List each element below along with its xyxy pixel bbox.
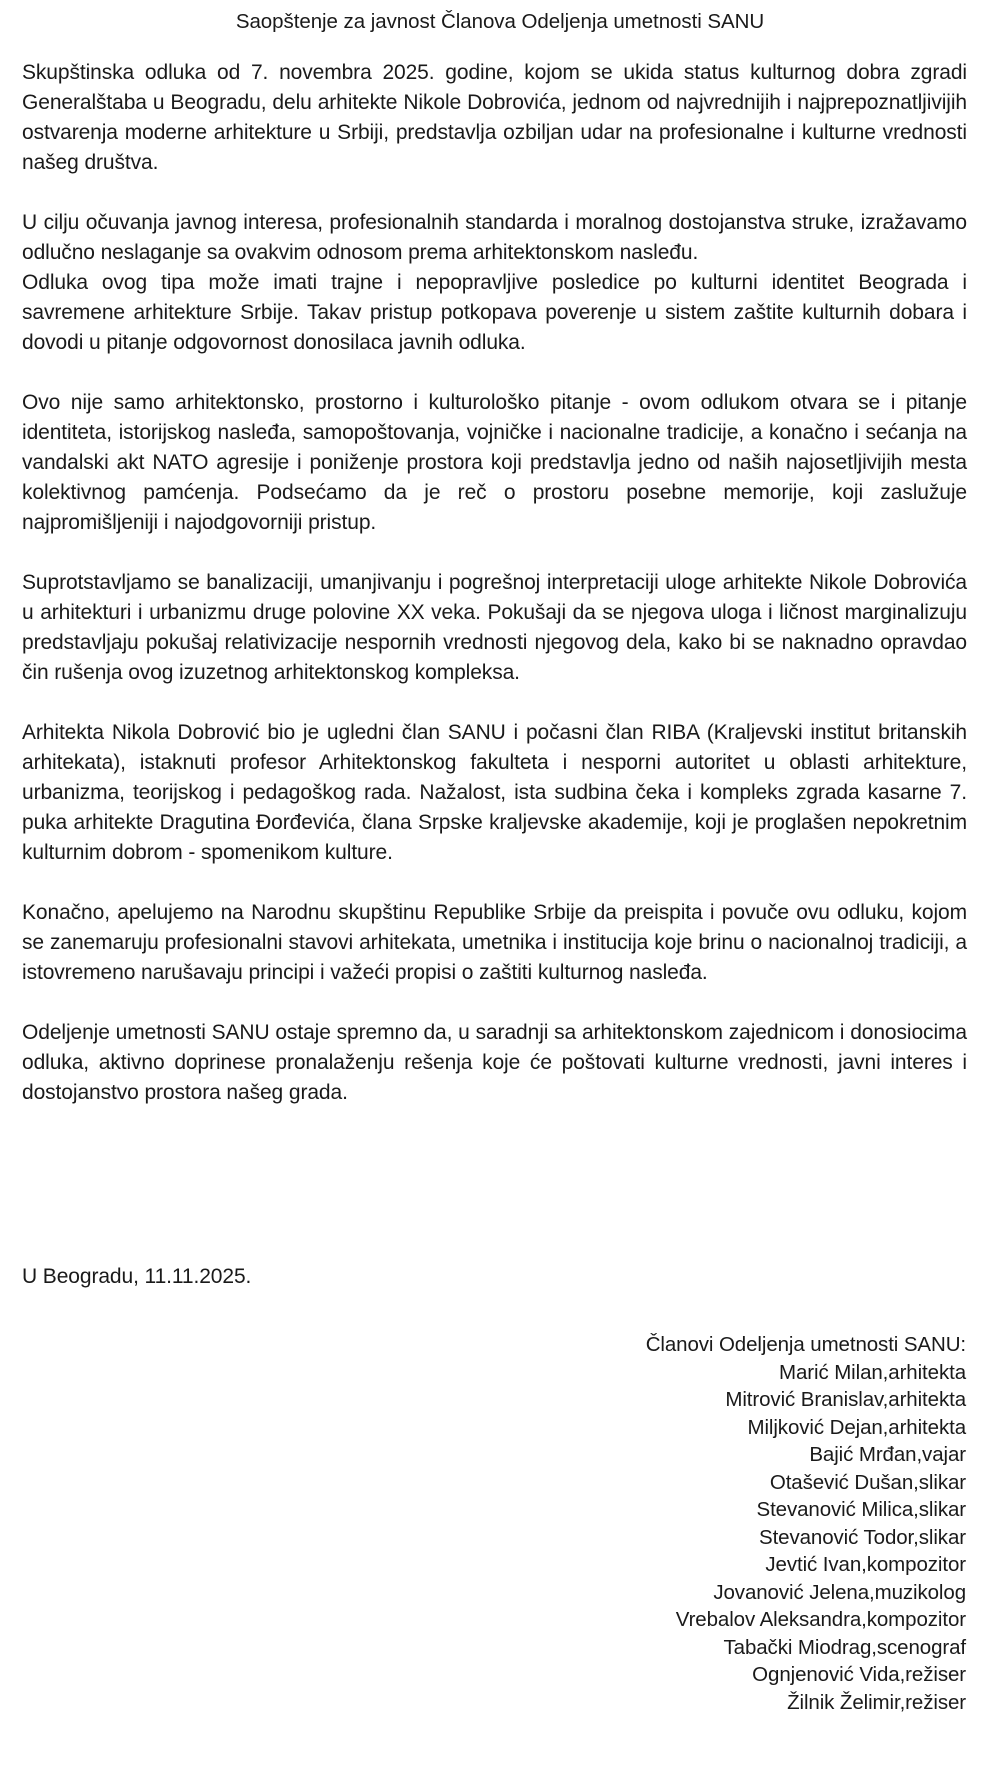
- paragraph-2-line-b: Odluka ovog tipa može imati trajne i nepopravljive posledice po kulturni identitet Beograda i savremene arhitekture Srbije. Takav pristup potkopava poverenje u sistem zaštite kulturnih dobara i dovodi u pitanje odgovornost donosilaca javnih odluka.: [22, 271, 967, 354]
- signatory-row: Marić Milan,arhitekta: [778, 1360, 966, 1384]
- signatory-row: Vrebalov Aleksandra,kompozitor: [675, 1608, 966, 1631]
- page-title: Saopštenje za javnost Članova Odeljenja umetnosti SANU: [235, 10, 765, 33]
- signatory-row: Mitrović Branislav,arhitekta: [725, 1388, 966, 1411]
- paragraph-3: Ovo nije samo arhitektonsko, prostorno i kulturološko pitanje - ovom odlukom otvara se i pitanje identiteta, istorijskog nasleđa, samopoštovanja, vojničke i nacionalne tradicije, a konačno i sećanja na vandalski akt NATO agresije i poniženje prostora koji predstavlja jedno od naših najosetljivijih mesta kolektivnog pamćenja. Podsećamo da je reč o prostoru posebne memorije, koji zaslužuje najpromišljeniji i najodgovorniji pristup.: [22, 391, 967, 534]
- paragraph-2: [22, 208, 967, 358]
- signatory-row: Stevanović Todor,slikar: [759, 1525, 966, 1549]
- signatories-list: [346, 1359, 966, 1717]
- signatory-row: Miljković Dejan,arhitekta: [747, 1415, 966, 1439]
- signatory-row: Ognjenović Vida,režiser: [752, 1663, 966, 1686]
- paragraph-1: Skupštinska odluka od 7. novembra 2025. godine, kojom se ukida status kulturnog dobra zgradi Generalštaba u Beogradu, delu arhitekte Nikole Dobrovića, jednom od najvrednijih i najprepoznatljivijih ostvarenja moderne arhitekture u Srbiji, predstavlja ozbiljan udar na profesionalne i kulturne vrednosti našeg društva.: [22, 61, 967, 174]
- signatory-row: Tabački Miodrag,scenograf: [723, 1635, 966, 1659]
- paragraph-4: Suprotstavljamo se banalizaciji, umanjivanju i pogrešnoj interpretaciji uloge arhitekte Nikole Dobrovića u arhitekturi i urbanizmu druge polovine XX veka. Pokušaji da se njegova uloga i ličnost marginalizuju predstavljaju pokušaj relativizacije nespornih vrednosti njegovog dela, kako bi se naknadno opravdao čin rušenja ovog izuzetnog arhitektonskog kompleksa.: [22, 571, 967, 684]
- signatories-block: [346, 1331, 966, 1716]
- signatory-row: Otašević Dušan,slikar: [769, 1470, 966, 1494]
- signatory-row: Jevtić Ivan,kompozitor: [765, 1553, 966, 1576]
- paragraph-6: Konačno, apelujemo na Narodnu skupštinu Republike Srbije da preispita i povuče ovu odluku, kojom se zanemaruju profesionalni stavovi arhitekata, umetnika i institucija koje brinu o nacionalnoj tradiciji, a istovremeno narušavaju principi i važeći propisi o zaštiti kulturnog nasleđa.: [22, 901, 967, 984]
- paragraph-2-line-a: U cilju očuvanja javnog interesa, profesionalnih standarda i moralnog dostojanstva struke, izražavamo odlučno neslaganje sa ovakvim odnosom prema arhitektonskom nasleđu.: [22, 211, 967, 264]
- document-body: [22, 58, 967, 1108]
- signatory-row: Bajić Mrđan,vajar: [809, 1443, 966, 1466]
- signatory-row: Jovanović Jelena,muzikolog: [713, 1580, 966, 1604]
- signatories-heading: Članovi Odeljenja umetnosti SANU:: [645, 1333, 966, 1356]
- paragraph-5: Arhitekta Nikola Dobrović bio je ugledni član SANU i počasni član RIBA (Kraljevski institut britanskih arhitekata), istaknuti profesor Arhitektonskog fakulteta i nesporni autoritet u oblasti arhitekture, urbanizma, teorijskog i pedagoškog rada. Nažalost, ista sudbina čeka i kompleks zgrada kasarne 7. puka arhitekte Dragutina Đorđevića, člana Srpske kraljevske akademije, koji je proglašen nepokretnim kulturnim dobrom - spomenikom kulture.: [22, 721, 967, 864]
- signatory-row: Stevanović Milica,slikar: [756, 1498, 966, 1521]
- place-and-date-line: U Beogradu, 11.11.2025.: [22, 1265, 252, 1288]
- paragraph-7: Odeljenje umetnosti SANU ostaje spremno da, u saradnji sa arhitektonskom zajednicom i donosiocima odluka, aktivno doprinese pronalaženju rešenja koje će poštovati kulturne vrednosti, javni interes i dostojanstvo prostora našeg grada.: [22, 1021, 967, 1104]
- signatory-row: Žilnik Želimir,režiser: [787, 1690, 966, 1714]
